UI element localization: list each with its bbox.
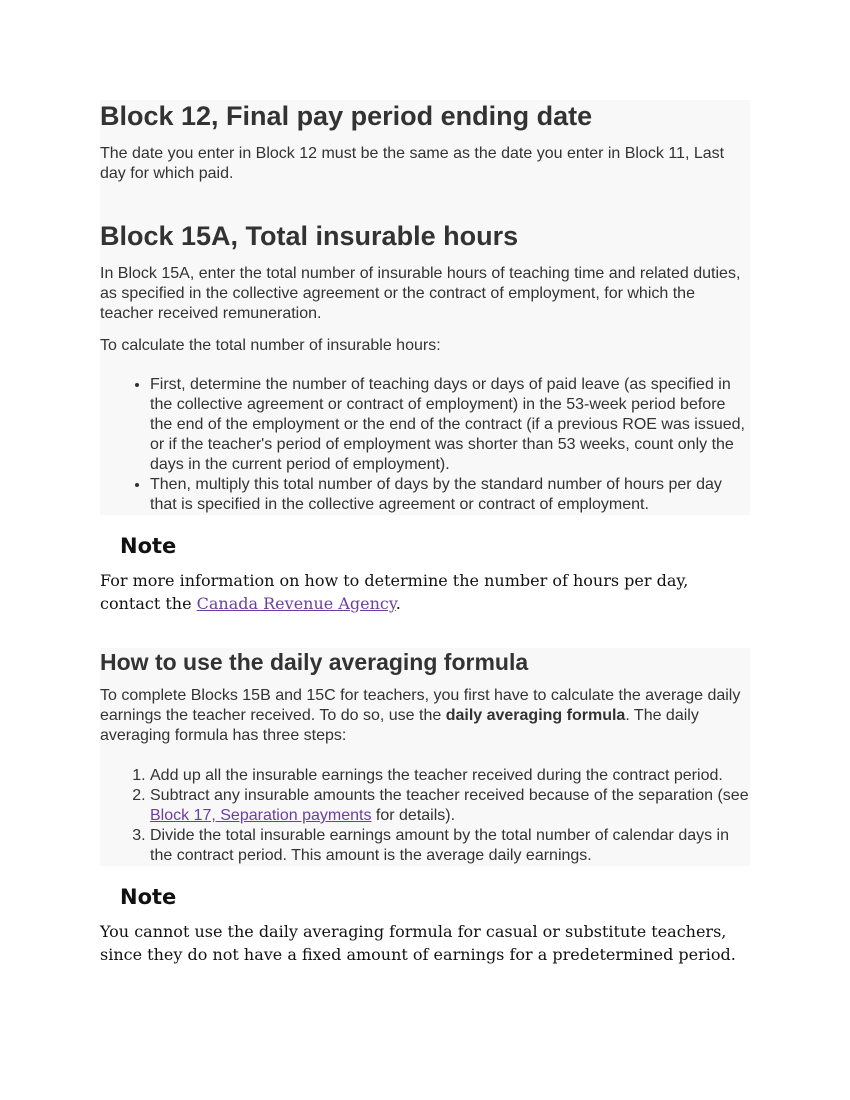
averaging-steps-list	[125, 766, 750, 866]
canada-revenue-agency-link[interactable]: Canada Revenue Agency	[196, 594, 396, 613]
list-item: 3. Divide the total insurable earnings amount by the total number of calendar days in the contract period. This amount is the average daily earnings.	[150, 826, 750, 866]
list-item	[150, 786, 750, 826]
note-1	[100, 533, 750, 615]
averaging-intro-before: To complete Blocks 15B and 15C for teachers, you first have to calculate the average daily earnings the teacher received. To do so, use the	[100, 687, 741, 724]
note-1-text-before: For more information on how to determine the number of hours per day, contact the	[100, 571, 689, 613]
averaging-intro-bold: daily averaging formula	[445, 707, 626, 724]
note-2	[100, 884, 750, 966]
block12-text: The date you enter in Block 12 must be the same as the date you enter in Block 11, Last day for which paid.	[100, 145, 725, 182]
note-1-text-after: .	[395, 594, 401, 613]
block15a-intro: In Block 15A, enter the total number of insurable hours of teaching time and related duties, as specified in the collective agreement or the contract of employment, for which the teacher received remuneration.	[100, 265, 741, 322]
block12-heading: Block 12, Final pay period ending date	[100, 101, 593, 131]
note-1-title: Note	[120, 534, 177, 558]
block15a-bullet-list	[125, 375, 750, 515]
note-2-text: You cannot use the daily averaging formula for casual or substitute teachers, since they do not have a fixed amount of earnings for a predetermined period.	[100, 922, 736, 964]
section-daily-averaging	[100, 648, 750, 866]
section-block12-15a	[100, 100, 750, 515]
averaging-intro	[100, 686, 750, 746]
note-2-title: Note	[120, 885, 177, 909]
averaging-intro-after: . The daily averaging formula has three steps:	[100, 707, 699, 744]
block15a-calc-lead: To calculate the total number of insurable hours:	[100, 337, 441, 354]
list-item: 1. Add up all the insurable earnings the teacher received during the contract period.	[150, 766, 750, 786]
list-item: • First, determine the number of teaching days or days of paid leave (as specified in the collective agreement or contract of employment) in the 53-week period before the end of the employment or the end of the contract (if a previous ROE was issued, or if the teacher's period of employment was shorter than 53 weeks, count only the days in the current period of employment).	[150, 375, 750, 475]
block15a-heading: Block 15A, Total insurable hours	[100, 221, 519, 251]
list-item: • Then, multiply this total number of days by the standard number of hours per day that is specified in the collective agreement or contract of employment.	[150, 475, 750, 515]
document-page	[100, 100, 750, 966]
step2-text-before: Subtract any insurable amounts the teacher received because of the separation (see	[150, 787, 749, 804]
block17-separation-payments-link[interactable]: Block 17, Separation payments	[150, 807, 372, 824]
step2-text-after: for details).	[371, 807, 456, 824]
note-1-text	[100, 569, 750, 615]
averaging-heading: How to use the daily averaging formula	[100, 649, 529, 675]
